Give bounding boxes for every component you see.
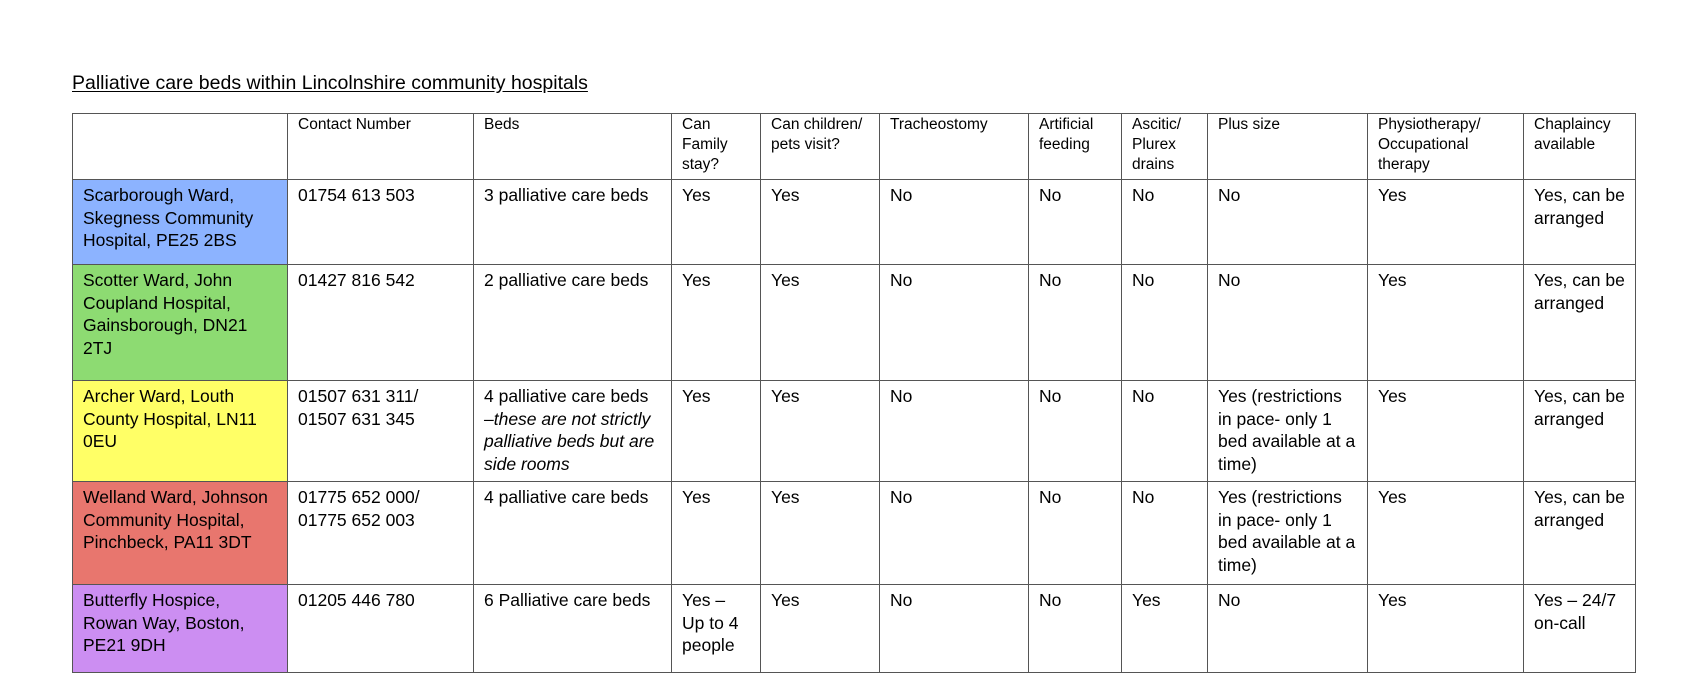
table-header-row: [73, 114, 1636, 180]
beds-cell: [474, 180, 672, 265]
physio-cell: Yes: [1368, 381, 1524, 482]
physio-cell: Yes: [1368, 180, 1524, 265]
beds-cell: [474, 381, 672, 482]
family-cell: Yes: [672, 482, 761, 585]
children-cell: Yes: [761, 585, 880, 673]
chaplaincy-cell: Yes, can be arranged: [1524, 482, 1636, 585]
plus-size-cell: No: [1208, 265, 1368, 381]
tracheostomy-cell: No: [880, 180, 1029, 265]
header-family-stay: Can Family stay?: [672, 114, 761, 180]
family-cell: Yes: [672, 381, 761, 482]
location-cell: Butterfly Hospice, Rowan Way, Boston, PE21 9DH: [73, 585, 288, 673]
plus-size-cell: No: [1208, 585, 1368, 673]
page-title: Palliative care beds within Lincolnshire community hospitals: [72, 72, 588, 94]
header-drains: Ascitic/ Plurex drains: [1122, 114, 1208, 180]
feeding-cell: No: [1029, 180, 1122, 265]
location-cell: Archer Ward, Louth County Hospital, LN11 0EU: [73, 381, 288, 482]
children-cell: Yes: [761, 180, 880, 265]
tracheostomy-cell: No: [880, 265, 1029, 381]
family-cell: Yes: [672, 265, 761, 381]
children-cell: Yes: [761, 482, 880, 585]
header-children-pets: Can children/ pets visit?: [761, 114, 880, 180]
drains-cell: No: [1122, 381, 1208, 482]
tracheostomy-cell: No: [880, 381, 1029, 482]
header-contact-number: Contact Number: [288, 114, 474, 180]
header-physiotherapy: Physiotherapy/ Occupational therapy: [1368, 114, 1524, 180]
chaplaincy-cell: Yes, can be arranged: [1524, 381, 1636, 482]
tracheostomy-cell: No: [880, 482, 1029, 585]
contact-cell: 01205 446 780: [288, 585, 474, 673]
beds-text: 4 palliative care beds: [484, 386, 649, 406]
beds-cell: [474, 265, 672, 381]
drains-cell: Yes: [1122, 585, 1208, 673]
table-row: [73, 482, 1636, 585]
beds-text: 6 Palliative care beds: [484, 590, 651, 610]
location-cell: Scarborough Ward, Skegness Community Hospital, PE25 2BS: [73, 180, 288, 265]
table-row: [73, 265, 1636, 381]
chaplaincy-cell: Yes, can be arranged: [1524, 180, 1636, 265]
contact-cell: 01427 816 542: [288, 265, 474, 381]
contact-cell: 01754 613 503: [288, 180, 474, 265]
palliative-beds-table: [72, 113, 1636, 673]
tracheostomy-cell: No: [880, 585, 1029, 673]
plus-size-cell: No: [1208, 180, 1368, 265]
header-beds: Beds: [474, 114, 672, 180]
location-cell: Scotter Ward, John Coupland Hospital, Gainsborough, DN21 2TJ: [73, 265, 288, 381]
plus-size-cell: Yes (restrictions in pace- only 1 bed available at a time): [1208, 482, 1368, 585]
chaplaincy-cell: Yes, can be arranged: [1524, 265, 1636, 381]
drains-cell: No: [1122, 265, 1208, 381]
header-chaplaincy: Chaplaincy available: [1524, 114, 1636, 180]
beds-note: –these are not strictly palliative beds but are side rooms: [484, 408, 655, 474]
feeding-cell: No: [1029, 585, 1122, 673]
physio-cell: Yes: [1368, 482, 1524, 585]
table-row: [73, 381, 1636, 482]
beds-cell: [474, 482, 672, 585]
beds-text: 2 palliative care beds: [484, 270, 649, 290]
physio-cell: Yes: [1368, 265, 1524, 381]
header-artificial-feeding: Artificial feeding: [1029, 114, 1122, 180]
beds-cell: [474, 585, 672, 673]
drains-cell: No: [1122, 482, 1208, 585]
physio-cell: Yes: [1368, 585, 1524, 673]
children-cell: Yes: [761, 265, 880, 381]
contact-cell: 01507 631 311/ 01507 631 345: [288, 381, 474, 482]
feeding-cell: No: [1029, 381, 1122, 482]
plus-size-cell: Yes (restrictions in pace- only 1 bed available at a time): [1208, 381, 1368, 482]
feeding-cell: No: [1029, 482, 1122, 585]
table-row: [73, 585, 1636, 673]
chaplaincy-cell: Yes – 24/7 on-call: [1524, 585, 1636, 673]
location-cell: Welland Ward, Johnson Community Hospital, Pinchbeck, PA11 3DT: [73, 482, 288, 585]
header-plus-size: Plus size: [1208, 114, 1368, 180]
contact-cell: 01775 652 000/ 01775 652 003: [288, 482, 474, 585]
header-tracheostomy: Tracheostomy: [880, 114, 1029, 180]
table-row: [73, 180, 1636, 265]
drains-cell: No: [1122, 180, 1208, 265]
beds-text: 3 palliative care beds: [484, 185, 649, 205]
header-location: [73, 114, 288, 180]
feeding-cell: No: [1029, 265, 1122, 381]
children-cell: Yes: [761, 381, 880, 482]
family-cell: Yes – Up to 4 people: [672, 585, 761, 673]
family-cell: Yes: [672, 180, 761, 265]
beds-text: 4 palliative care beds: [484, 487, 649, 507]
